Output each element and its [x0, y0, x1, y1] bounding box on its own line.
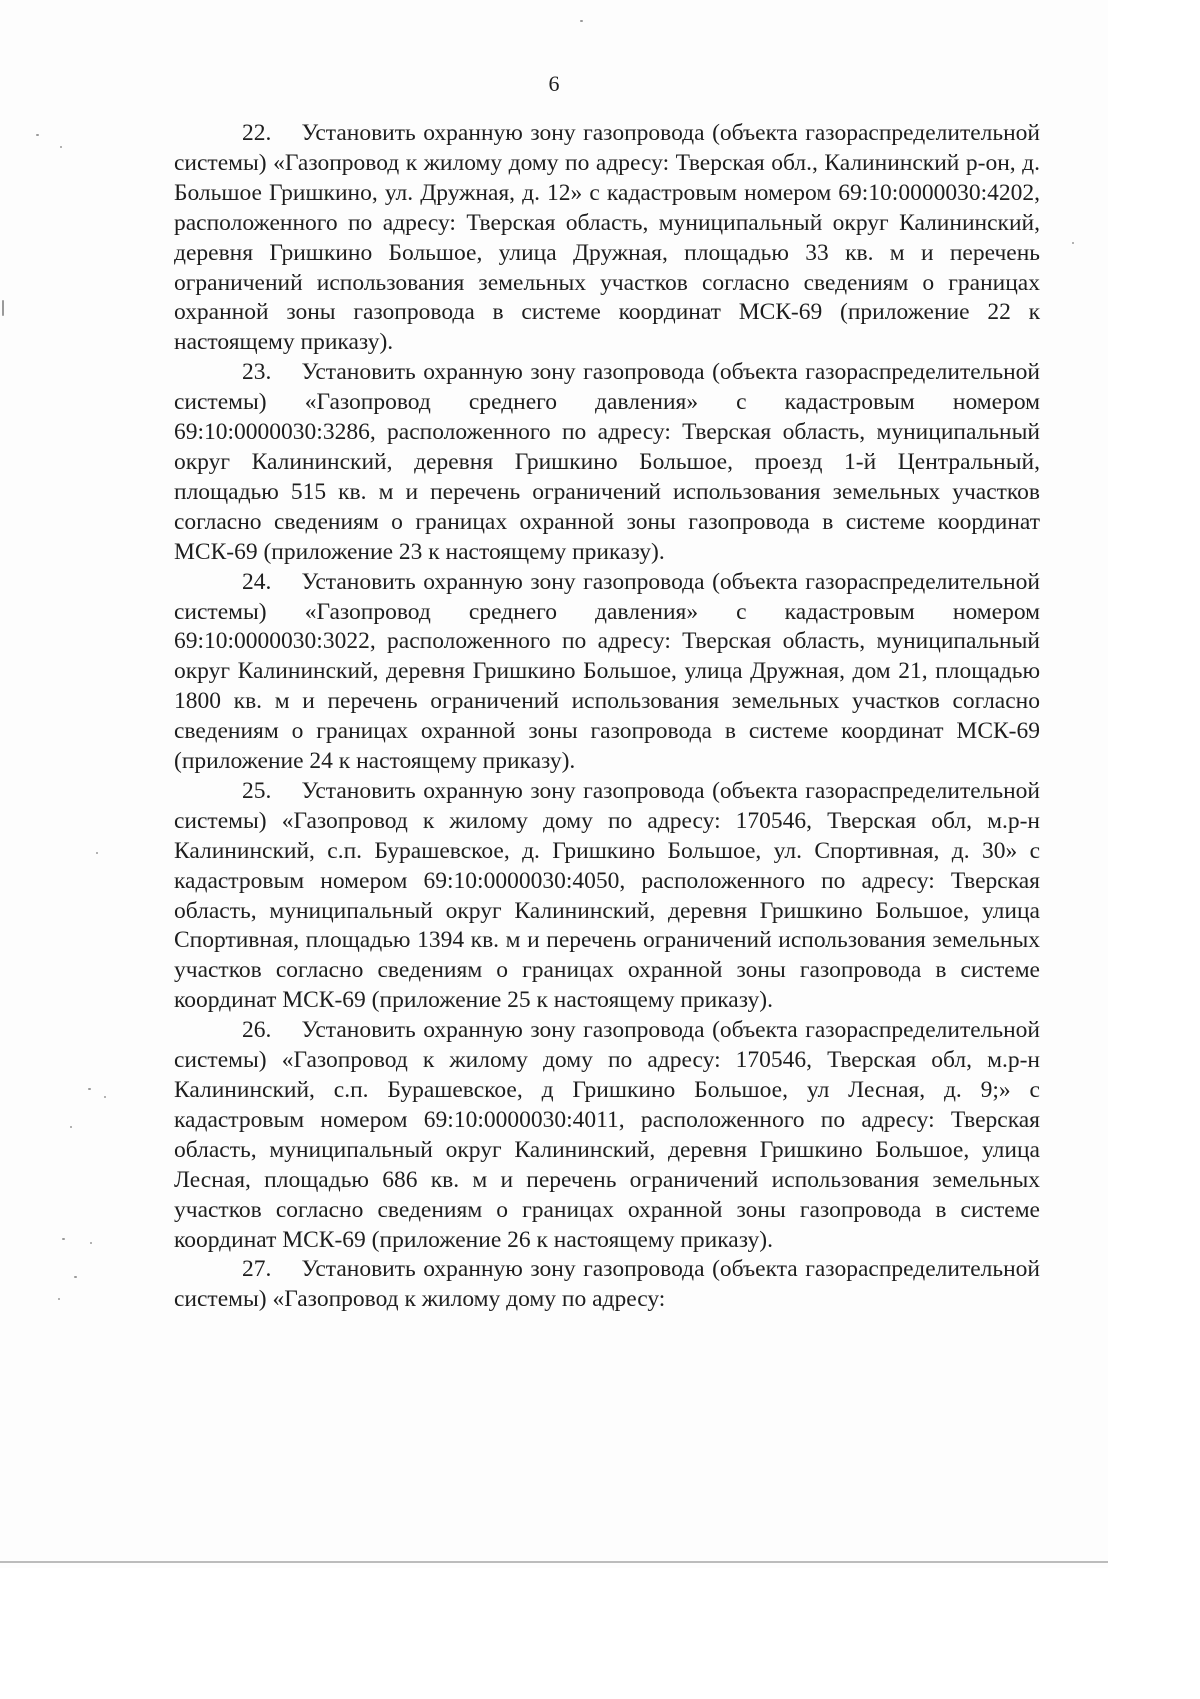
scan-speck — [58, 1298, 60, 1300]
scan-speck — [2, 300, 4, 316]
paragraph-23: 23. Установить охранную зону газопровода (объекта газораспределительной системы) «Газопровод среднего давления» с кадастровым номером 69:10:0000030:3286, расположенного по адресу: Тверская область, муниципальный округ Калининский, деревня Гришкино Большое, проезд 1-й Центральный, площадью 515 кв. м и перечень ограничений использования земельных участков согласно сведениям о границах охранной зоны газопровода в системе координат МСК-69 (приложение 23 к настоящему приказу). — [174, 359, 1040, 565]
scan-speck — [74, 1276, 77, 1278]
paragraph-26: 26. Установить охранную зону газопровода (объекта газораспределительной системы) «Газопровод к жилому дому по адресу: 170546, Тверская обл, м.р-н Калининский, с.п. Бурашевское, д Гришкино Большое, ул Лесная, д. 9;» с кадастровым номером 69:10:0000030:4011, расположенного по адресу: Тверская область, муниципальный округ Калининский, деревня Гришкино Большое, улица Лесная, площадью 686 кв. м и перечень ограничений использования земельных участков согласно сведениям о границах охранной зоны газопровода в системе координат МСК-69 (приложение 26 к настоящему приказу). — [174, 1017, 1040, 1253]
scan-speck — [36, 134, 39, 136]
scan-speck — [60, 146, 62, 148]
scan-speck — [580, 20, 583, 22]
scan-speck — [88, 1088, 91, 1090]
scan-speck — [70, 1126, 72, 1128]
scan-speck — [96, 852, 98, 854]
paragraph-25: 25. Установить охранную зону газопровода (объекта газораспределительной системы) «Газопровод к жилому дому по адресу: 170546, Тверская обл, м.р-н Калининский, с.п. Бурашевское, д. Гришкино Большое, ул. Спортивная, д. 30» с кадастровым номером 69:10:0000030:4050, расположенного по адресу: Тверская область, муниципальный округ Калининский, деревня Гришкино Большое, улица Спортивная, площадью 1394 кв. м и перечень ограничений использования земельных участков согласно сведениям о границах охранной зоны газопровода в системе координат МСК-69 (приложение 25 к настоящему приказу). — [174, 777, 1040, 1014]
scan-bottom-edge — [0, 1561, 1108, 1563]
scan-speck — [62, 1238, 65, 1240]
paragraph-27: 27. Установить охранную зону газопровода (объекта газораспределительной системы) «Газопровод к жилому дому по адресу: — [174, 1256, 1040, 1313]
scan-speck — [90, 1242, 92, 1244]
scan-speck — [1072, 242, 1074, 244]
document-body — [174, 119, 1040, 1315]
page-number: 6 — [548, 71, 560, 96]
scan-speck — [104, 1096, 106, 1098]
paragraph-22: 22. Установить охранную зону газопровода (объекта газораспределительной системы) «Газопровод к жилому дому по адресу: Тверская обл., Калининский р-он, д. Большое Гришкино, ул. Дружная, д. 12» с кадастровым номером 69:10:0000030:4202, расположенного по адресу: Тверская область, муниципальный округ Калининский, деревня Гришкино Большое, улица Дружная, площадью 33 кв. м и перечень ограничений использования земельных участков согласно сведениям о границах охранной зоны газопровода в системе координат МСК-69 (приложение 22 к настоящему приказу). — [174, 120, 1040, 356]
paragraph-24: 24. Установить охранную зону газопровода (объекта газораспределительной системы) «Газопровод среднего давления» с кадастровым номером 69:10:0000030:3022, расположенного по адресу: Тверская область, муниципальный округ Калининский, деревня Гришкино Большое, улица Дружная, дом 21, площадью 1800 кв. м и перечень ограничений использования земельных участков согласно сведениям о границах охранной зоны газопровода в системе координат МСК-69 (приложение 24 к настоящему приказу). — [174, 568, 1040, 775]
